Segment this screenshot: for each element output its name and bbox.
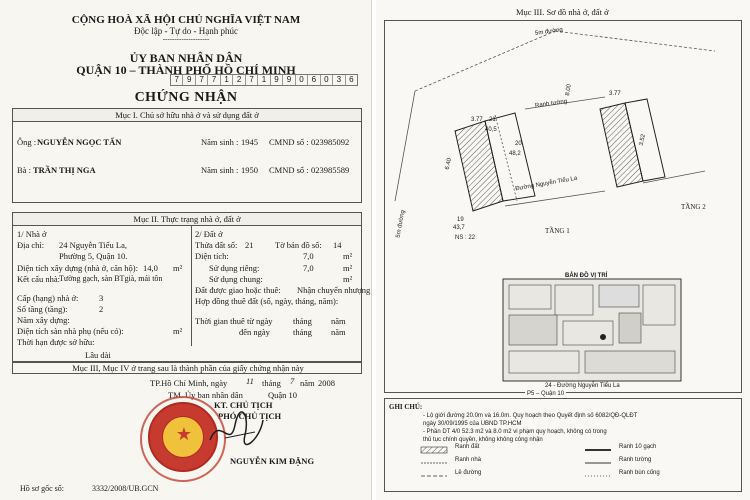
- serial-digit: 6: [349, 75, 354, 84]
- serial-digit: 9: [283, 75, 295, 85]
- signature-icon: [205, 410, 265, 450]
- owner1-birth: 1945: [241, 137, 258, 147]
- owner2-id-label: CMND số :: [269, 165, 309, 175]
- location-map-sub: P5 – Quận 10: [527, 391, 565, 397]
- owner2-id: 023985589: [311, 165, 350, 175]
- certificate-front-page: [0, 0, 372, 500]
- sign-year-label: năm: [300, 378, 315, 388]
- plot-value: 21: [245, 240, 254, 250]
- section-owner-heading: Mục I. Chủ sở hữu nhà ở và sử dụng đất ở: [13, 109, 361, 122]
- serial-digit: 1: [258, 75, 270, 85]
- lease-from-year: năm: [331, 316, 346, 326]
- legend-symbols: [385, 443, 743, 493]
- notes-title: GHI CHÚ:: [389, 403, 423, 411]
- legend-item: Ranh bùn cống: [619, 470, 660, 476]
- dim-800: 8.00: [564, 83, 573, 97]
- section-property-heading: Mục II. Thực trạng nhà ở, đất ở: [13, 213, 361, 226]
- serial-digit: 0: [321, 75, 333, 85]
- build-area-unit: m²: [173, 263, 183, 273]
- plot-c-area: 43,7: [453, 225, 465, 231]
- certificate-back-page: [376, 0, 750, 500]
- map-sheet-value: 14: [333, 240, 342, 250]
- serial-digit: 9: [183, 75, 195, 85]
- district-title: QUẬN 10 – THÀNH PHỐ HỒ CHÍ MINH: [76, 63, 296, 77]
- owner2-birth: 1950: [241, 165, 258, 175]
- divider-dots: --------------------: [162, 35, 210, 43]
- dim-640: 6.40: [444, 157, 453, 171]
- section-continuation: [12, 362, 362, 374]
- notes-line1: - Lộ giới đường 20.0m và 16.0m. Quy hoạch theo Quyết định số 6082/QĐ-QLĐT: [423, 413, 638, 419]
- street-left-label: 5m đường: [395, 209, 407, 239]
- notes-line4: thủ tục chính quyền, không không công nhận: [423, 437, 543, 443]
- notes-line2: ngày 30/09/1995 của UBND TP.HCM: [423, 421, 522, 427]
- ns-label: NS : 22: [455, 235, 476, 241]
- vice-chairman: PHÓ CHỦ TỊCH: [218, 411, 282, 421]
- origin-label: Đất được giao hoặc thuê:: [195, 285, 281, 295]
- floor2-label: TẦNG 2: [681, 203, 706, 211]
- lease-to-month: tháng: [293, 327, 312, 337]
- original-record-no: 3332/2008/UB.GCN: [92, 484, 159, 493]
- map-sheet-label: Tờ bản đồ số:: [275, 240, 322, 250]
- build-area-value: 14,0: [143, 263, 158, 273]
- serial-digit: 6: [308, 75, 320, 85]
- term-value: Lâu dài: [85, 350, 111, 360]
- sign-month: 7: [290, 376, 295, 386]
- serial-digit: 0: [296, 75, 308, 85]
- dim-377-b: 3.77: [609, 91, 621, 97]
- serial-digit: 3: [333, 75, 345, 85]
- original-record-label: Hồ sơ gốc số:: [20, 484, 65, 493]
- address-line1: 24 Nguyễn Tiểu La,: [59, 240, 127, 250]
- private-value: 7,0: [303, 263, 314, 273]
- lease-to-label: đến ngày: [239, 327, 270, 337]
- owner1-id-label: CMND số :: [269, 137, 309, 147]
- serial-digit: 7: [208, 75, 220, 85]
- legend-item: Lề đường: [455, 470, 482, 476]
- owner1-name: NGUYỄN NGỌC TẤN: [37, 137, 122, 147]
- dim-377-a: 3.77: [471, 117, 483, 123]
- site-diagram-frame: [384, 20, 742, 393]
- plot-label: Thửa đất số:: [195, 240, 238, 250]
- continuation-note: Mục III, Mục IV ở trang sau là thành phần của giấy chứng nhận này: [72, 363, 304, 373]
- kt-chairman: KT. CHỦ TỊCH: [214, 400, 273, 410]
- shared-label: Sử dụng chung:: [209, 274, 263, 284]
- shared-unit: m²: [343, 274, 353, 284]
- owner1-label: Ông :: [17, 137, 37, 147]
- diagram-heading: Mục III. Sơ đồ nhà ở, đất ở: [516, 7, 609, 17]
- serial-digit: 7: [196, 75, 208, 85]
- road-label: Đường Nguyễn Tiểu La: [514, 175, 578, 193]
- build-area-label: Diện tích xây dựng (nhà ở, căn hộ):: [17, 263, 138, 273]
- legend-item: Ranh tường: [619, 457, 652, 463]
- committee-title: ỦY BAN NHÂN DÂN: [129, 51, 243, 65]
- on-behalf-district: Quận 10: [268, 390, 298, 400]
- national-motto: Độc lập - Tự do - Hạnh phúc: [134, 26, 238, 36]
- legend-item: Ranh 10 gạch: [619, 444, 657, 450]
- serial-digit: 9: [271, 75, 283, 85]
- plot-c-number: 19: [457, 217, 464, 223]
- serial-digit: 1: [221, 75, 233, 85]
- sign-year: 2008: [318, 378, 335, 388]
- lease-to-year: năm: [331, 327, 346, 337]
- structure-label: Kết cấu nhà:: [17, 274, 60, 284]
- address-line2: Phường 5, Quận 10.: [59, 251, 128, 261]
- serial-number: [170, 74, 358, 86]
- lease-from-label: Thời gian thuê từ ngày: [195, 316, 273, 326]
- serial-digit: 2: [233, 75, 245, 85]
- serial-digit: 7: [246, 75, 258, 85]
- house-title: 1/ Nhà ở: [17, 229, 47, 239]
- floor1-label: TẦNG 1: [545, 227, 570, 235]
- land-title: 2/ Đất ở: [195, 229, 223, 239]
- origin-value: Nhận chuyển nhượng: [297, 285, 371, 295]
- location-map-caption: 24 - Đường Nguyễn Tiểu La: [545, 383, 620, 389]
- republic-title: CỘNG HOÀ XÃ HỘI CHỦ NGHĨA VIỆT NAM: [71, 14, 301, 26]
- aux-area-label: Diện tích sàn nhà phụ (nếu có):: [17, 326, 124, 336]
- legend-item: Ranh nhà: [455, 457, 482, 463]
- sign-month-label: tháng: [262, 378, 281, 388]
- land-area-value: 7,0: [303, 251, 314, 261]
- state-emblem-icon: ★: [148, 402, 218, 472]
- street-top-label: 5m đường: [534, 27, 564, 37]
- location-map-title: BẢN ĐỒ VỊ TRÍ: [565, 273, 608, 279]
- lease-from-month: tháng: [293, 316, 312, 326]
- grade-value: 3: [99, 293, 104, 303]
- land-area-label: Diện tích:: [195, 251, 229, 261]
- structure-value: Tường gạch, sàn BTgià, mái tôn: [59, 274, 163, 283]
- grade-label: Cấp (hạng) nhà ở:: [17, 293, 79, 303]
- private-unit: m²: [343, 263, 353, 273]
- legend-item: Ranh đất: [455, 444, 480, 450]
- certificate-title: CHỨNG NHẬN: [134, 90, 238, 105]
- plot-a-area: 40,5: [485, 127, 497, 133]
- plot-b-number: 20: [515, 141, 522, 147]
- year-built-label: Năm xây dựng:: [17, 315, 70, 325]
- plot-a-number: 21: [489, 117, 496, 123]
- owner2-name: TRẦN THỊ NGA: [33, 165, 96, 175]
- notes-legend: [384, 391, 742, 492]
- on-behalf: TM. Ủy ban nhân dân: [168, 390, 243, 400]
- place-date-label: TP.Hồ Chí Minh, ngày: [150, 378, 228, 388]
- lease-label: Hợp đồng thuê đất (số, ngày, tháng, năm):: [195, 296, 339, 306]
- plot-b-area: 48,2: [509, 151, 521, 157]
- owner2-label: Bà :: [17, 165, 31, 175]
- private-label: Sử dụng riêng:: [209, 263, 260, 273]
- floors-value: 2: [99, 304, 104, 314]
- sign-day: 11: [246, 376, 254, 386]
- term-label: Thời hạn được sở hữu:: [17, 337, 95, 347]
- ranh-tuong-label: Ranh tường: [534, 98, 568, 110]
- owner1-id: 023985092: [311, 137, 350, 147]
- section-owner: [12, 108, 362, 203]
- serial-digit: 7: [171, 75, 183, 85]
- owner1-birth-label: Năm sinh :: [201, 137, 239, 147]
- aux-area-unit: m²: [173, 326, 183, 336]
- land-area-unit: m²: [343, 251, 353, 261]
- floors-label: Số tầng (tầng):: [17, 304, 68, 314]
- dim-352: 3.52: [638, 133, 647, 147]
- section-property: [12, 212, 371, 362]
- owner2-birth-label: Năm sinh :: [201, 165, 239, 175]
- notes-line3: - Phần DT 4/0 52.3 m2 và 8.0 m2 vi phạm quy hoạch, không có trong: [423, 429, 607, 435]
- signer-name: NGUYỄN KIM ĐẶNG: [230, 456, 315, 466]
- address-label: Địa chỉ:: [17, 240, 45, 250]
